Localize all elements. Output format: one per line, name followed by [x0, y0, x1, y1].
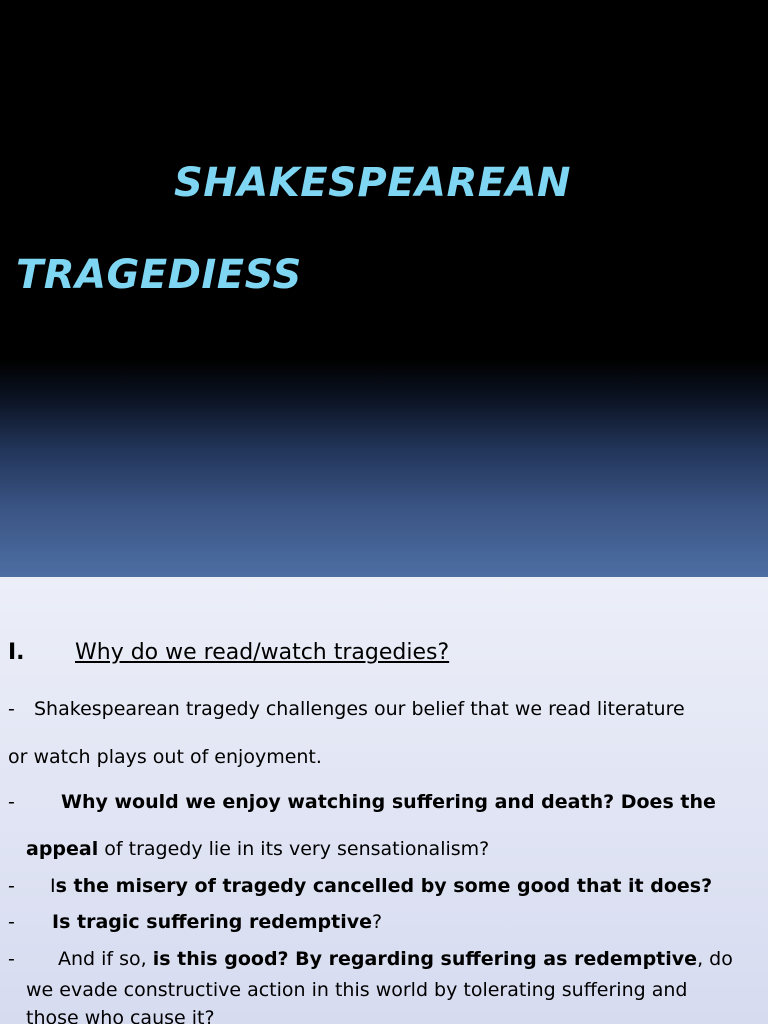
bullet-dash: - — [8, 698, 15, 720]
bullet-dash: - — [8, 911, 15, 933]
section-heading — [0, 639, 768, 667]
paragraph-5-c: , do — [697, 948, 733, 970]
bullet-dash: - — [8, 948, 15, 970]
paragraph-5-a: And if so, — [58, 948, 153, 970]
section-numeral: I. — [8, 640, 25, 665]
section-heading-text: Why do we read/watch tragedies? — [75, 640, 450, 665]
paragraph-2-bold: appeal — [26, 838, 99, 860]
paragraph-3-prefix: I — [50, 875, 56, 897]
paragraph-2-text-1: Why would we enjoy watching suffering and death? Does the — [61, 791, 716, 813]
paragraph-3-bold: s the misery of tragedy cancelled by some good that it does? — [55, 875, 713, 897]
title-line-1: SHAKESPEAREAN — [174, 160, 572, 206]
paragraph-1-line-2: or watch plays out of enjoyment. — [8, 746, 322, 768]
bullet-dash: - — [8, 791, 15, 813]
paragraph-3-text — [50, 874, 712, 898]
paragraph-2-line-2 — [26, 837, 489, 861]
paragraph-4-text — [52, 910, 382, 934]
paragraph-4-bold: Is tragic suffering redemptive — [52, 911, 373, 933]
paragraph-5-text-1 — [58, 947, 733, 971]
paragraph-5-line-2: we evade constructive action in this world by tolerating suffering and — [26, 979, 688, 1001]
paragraph-2-rest: of tragedy lie in its very sensationalism? — [98, 838, 490, 860]
paragraph-4-rest: ? — [372, 911, 383, 933]
paragraph-5-bold: is this good? By regarding suffering as redemptive — [152, 948, 698, 970]
paragraph-1-text-1: Shakespearean tragedy challenges our belief that we read literature — [34, 698, 685, 720]
content-slide — [0, 577, 768, 1024]
title-line-2: TRAGEDIESS — [16, 252, 302, 298]
paragraph-5-line-3: those who cause it? — [26, 1007, 215, 1024]
bullet-dash: - — [8, 875, 15, 897]
